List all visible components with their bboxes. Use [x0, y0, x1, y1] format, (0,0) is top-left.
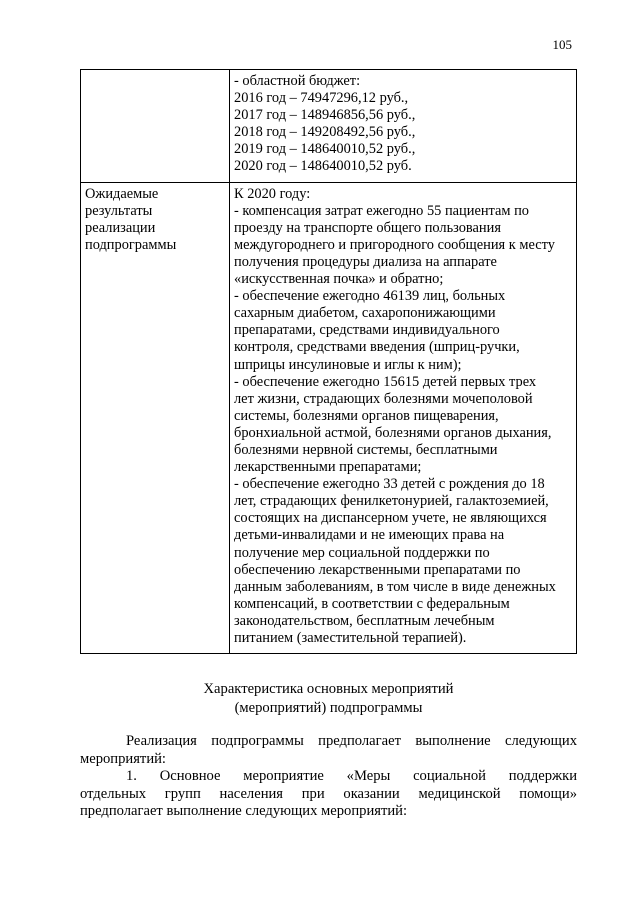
budget-line: 2019 год – 148640010,52 руб., — [234, 141, 416, 158]
table-row — [81, 70, 577, 183]
budget-line: 2017 год – 148946856,56 руб., — [234, 107, 416, 124]
subprogram-passport-table — [80, 69, 577, 654]
result-line: обеспечению лекарственными препаратами по — [234, 561, 521, 578]
section-title — [80, 680, 577, 718]
result-line: данным заболеваниям, в том числе в виде денежных — [234, 578, 556, 595]
result-line: лекарственными препаратами; — [234, 459, 422, 476]
expected-results-label — [81, 182, 230, 654]
paragraph-line: предполагает выполнение следующих мероприятий: — [80, 803, 408, 819]
paragraph-line: 1. Основное мероприятие «Меры социальной поддержки — [126, 768, 577, 784]
result-line: шприцы инсулиновые и иглы к ним); — [234, 356, 462, 373]
label-line: Ожидаемые — [85, 185, 159, 202]
result-line: системы, болезнями органов пищеварения, — [234, 407, 499, 424]
budget-cell — [230, 70, 577, 183]
result-line: детьми-инвалидами и не имеющих права на — [234, 527, 505, 544]
result-line: болезнями нервной системы, бесплатными — [234, 441, 498, 458]
result-line: - обеспечение ежегодно 15615 детей первых трех — [234, 373, 537, 390]
budget-line: 2018 год – 149208492,56 руб., — [234, 124, 416, 141]
table-row — [81, 182, 577, 654]
result-line: питанием (заместительной терапией). — [234, 630, 467, 646]
result-line: законодательством, бесплатным лечебным — [234, 612, 495, 629]
body-text — [80, 733, 577, 821]
result-line: сахарным диабетом, сахаропонижающими — [234, 305, 496, 322]
result-line: получение мер социальной поддержки по — [234, 544, 490, 561]
section-title-line: Характеристика основных мероприятий — [203, 681, 454, 697]
result-line: - обеспечение ежегодно 46139 лиц, больных — [234, 288, 506, 305]
result-line: междугороднего и пригородного сообщения к месту — [234, 236, 555, 253]
result-line: компенсаций, в соответствии с федеральным — [234, 595, 510, 612]
result-line: - компенсация затрат ежегодно 55 пациентам по — [234, 202, 529, 219]
result-line: препаратами, средствами индивидуального — [234, 322, 500, 339]
result-line: К 2020 году: — [234, 185, 311, 202]
table-cell-label — [81, 70, 230, 183]
expected-results-cell — [230, 182, 577, 654]
result-line: контроля, средствами введения (шприц-ручки, — [234, 339, 520, 356]
result-line: лет, страдающих фенилкетонурией, галактоземией, — [234, 493, 549, 510]
label-line: подпрограммы — [85, 236, 177, 253]
label-line: результаты — [85, 202, 153, 219]
result-line: проезду на транспорте общего пользования — [234, 219, 501, 236]
result-line: лет жизни, страдающих болезнями мочеполовой — [234, 390, 533, 407]
result-line: бронхиальной астмой, болезнями органов дыхания, — [234, 424, 552, 441]
section-title-line: (мероприятий) подпрограммы — [234, 700, 423, 716]
result-line: состоящих на диспансерном учете, не являющихся — [234, 510, 547, 527]
result-line: - обеспечение ежегодно 33 детей с рождения до 18 — [234, 476, 545, 493]
label-line: реализации — [85, 219, 156, 236]
budget-line: 2020 год – 148640010,52 руб. — [234, 158, 412, 175]
budget-line: 2016 год – 74947296,12 руб., — [234, 90, 409, 107]
budget-line: - областной бюджет: — [234, 73, 361, 89]
result-line: «искусственная почка» и обратно; — [234, 271, 444, 288]
result-line: получения процедуры диализа на аппарате — [234, 253, 497, 270]
paragraph-line: мероприятий: — [80, 750, 166, 767]
paragraph-line: отдельных групп населения при оказании медицинской помощи» — [80, 785, 577, 802]
page-number: 105 — [552, 37, 572, 52]
paragraph-line: Реализация подпрограммы предполагает выполнение следующих — [126, 733, 577, 749]
